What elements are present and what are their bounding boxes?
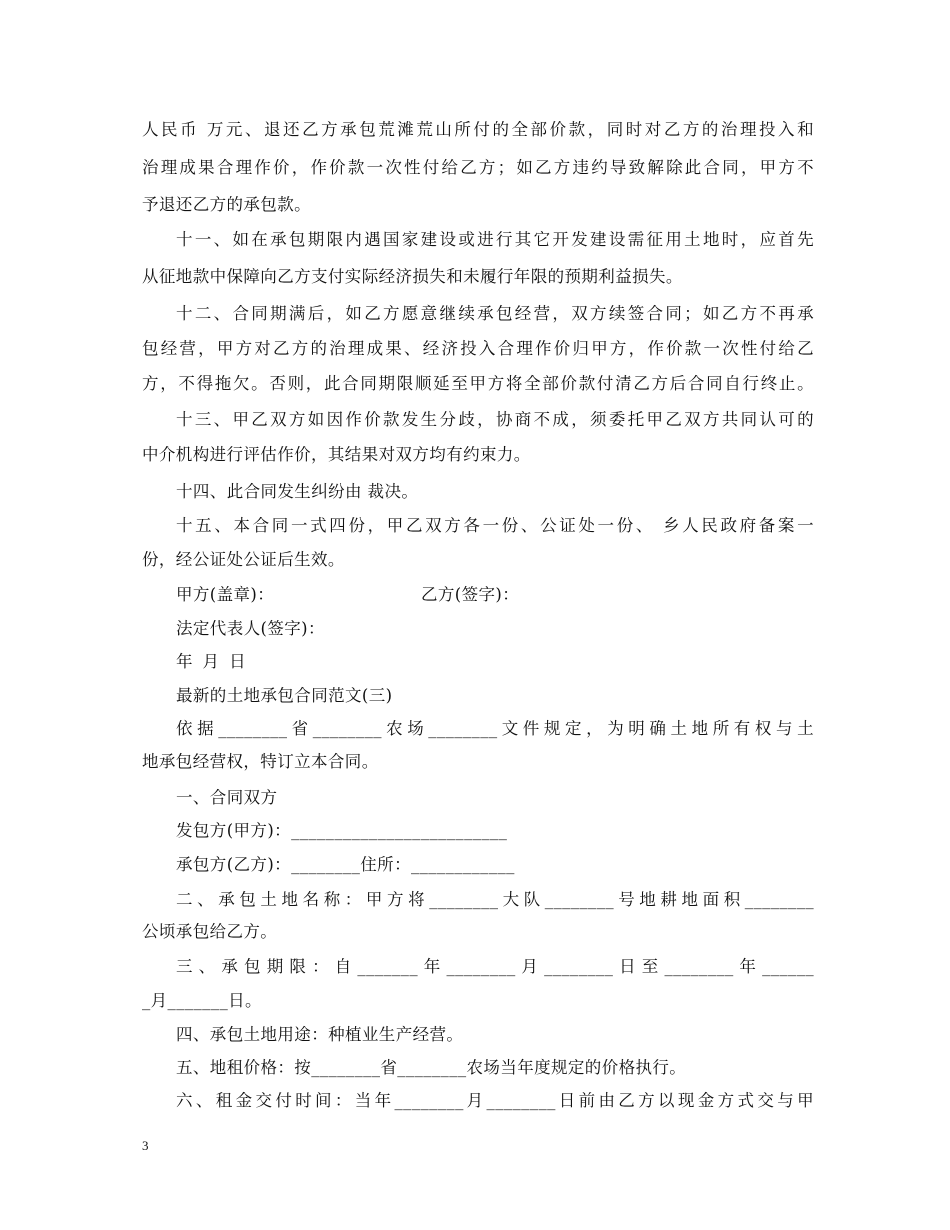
text-line: 二、承包土地名称：甲方将________大队________号地耕地面积________ [176, 890, 814, 909]
text-line: 公顷承包给乙方。 [142, 922, 278, 941]
text-line: 依据________省________农场________文件规定，为明确土地所有权与土 [176, 719, 814, 738]
text-line: 一、合同双方 [176, 788, 278, 807]
text-line: 十四、此合同发生纠纷由 裁决。 [176, 482, 419, 501]
text-line: 六、租金交付时间：当年________月________日前由乙方以现金方式交与甲 [176, 1091, 814, 1110]
text-line: 予退还乙方的承包款。 [142, 195, 311, 214]
text-line: 承包方(乙方)：________住所：____________ [176, 855, 515, 874]
text-line: 人民币 万元、退还乙方承包荒滩荒山所付的全部价款，同时对乙方的治理投入和 [142, 120, 814, 139]
text-line: 十二、合同期满后，如乙方愿意继续承包经营，双方续签合同；如乙方不再承 [176, 304, 814, 323]
text-line: 五、地租价格：按________省________农场当年度规定的价格执行。 [176, 1058, 687, 1077]
text-line: 从征地款中保障向乙方支付实际经济损失和未履行年限的预期利益损失。 [142, 267, 683, 286]
text-line: 治理成果合理作价，作价款一次性付给乙方；如乙方违约导致解除此合同，甲方不 [142, 158, 814, 177]
text-line: 中介机构进行评估作价，其结果对双方均有约束力。 [142, 445, 531, 464]
text-line: 四、承包土地用途：种植业生产经营。 [176, 1025, 464, 1044]
text-line: 方，不得拖欠。否则，此合同期限顺延至甲方将全部价款付清乙方后合同自行终止。 [142, 374, 814, 393]
section-title: 最新的土地承包合同范文(三) [176, 686, 393, 705]
page-number: 3 [142, 1138, 149, 1153]
text-line: _月_______日。 [142, 991, 262, 1010]
text-line: 十五、本合同一式四份，甲乙双方各一份、公证处一份、 乡人民政府备案一 [176, 516, 814, 535]
text-line: 法定代表人(签字)： [176, 619, 325, 638]
text-line: 发包方(甲方)：_________________________ [176, 821, 508, 840]
date-line: 年 月 日 [176, 652, 246, 671]
text-line: 十一、如在承包期限内遇国家建设或进行其它开发建设需征用土地时，应首先 [176, 230, 814, 249]
text-line: 地承包经营权，特订立本合同。 [142, 752, 379, 771]
text-line: 包经营，甲方对乙方的治理成果、经济投入合理作价归甲方，作价款一次性付给乙 [142, 339, 814, 358]
text-line: 份，经公证处公证后生效。 [142, 550, 345, 569]
text-line: 三、承包期限：自_______年________月________日至________年______ [176, 957, 814, 976]
text-line: 十三、甲乙双方如因作价款发生分歧，协商不成，须委托甲乙双方共同认可的 [176, 410, 814, 429]
signature-line: 甲方(盖章)： 乙方(签字)： [176, 585, 520, 604]
